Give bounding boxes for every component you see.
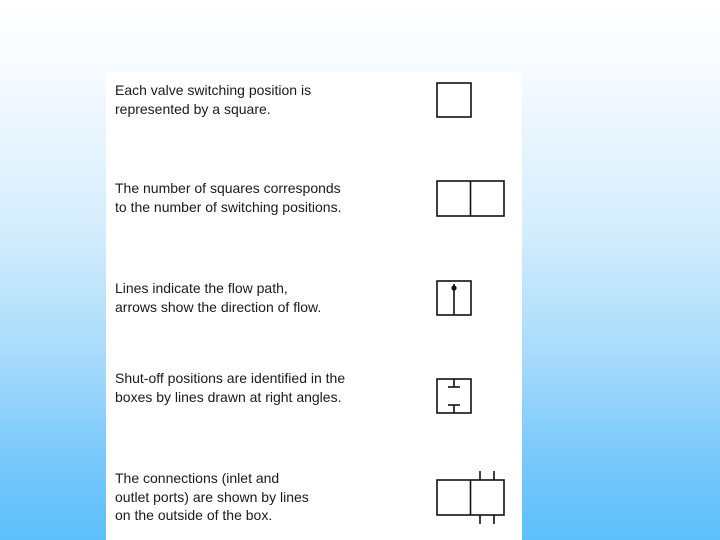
flow-path-arrow-icon — [436, 280, 472, 316]
shut-off-position-icon — [436, 378, 472, 414]
row-description: Lines indicate the flow path, arrows show the direction of flow. — [115, 280, 322, 315]
row-description: Shut-off positions are identified in the boxes by lines drawn at right angles. — [115, 370, 346, 405]
port-connections-icon — [436, 470, 506, 524]
row-description: The number of squares corresponds to the number of switching positions. — [115, 180, 342, 215]
row-description: Each valve switching position is represented by a square. — [115, 82, 312, 117]
two-squares-icon — [436, 180, 506, 217]
single-square-icon — [436, 82, 472, 118]
valve-symbols-panel — [106, 72, 522, 540]
row-description: The connections (inlet and outlet ports) are shown by lines on the outside of the box. — [115, 470, 309, 523]
